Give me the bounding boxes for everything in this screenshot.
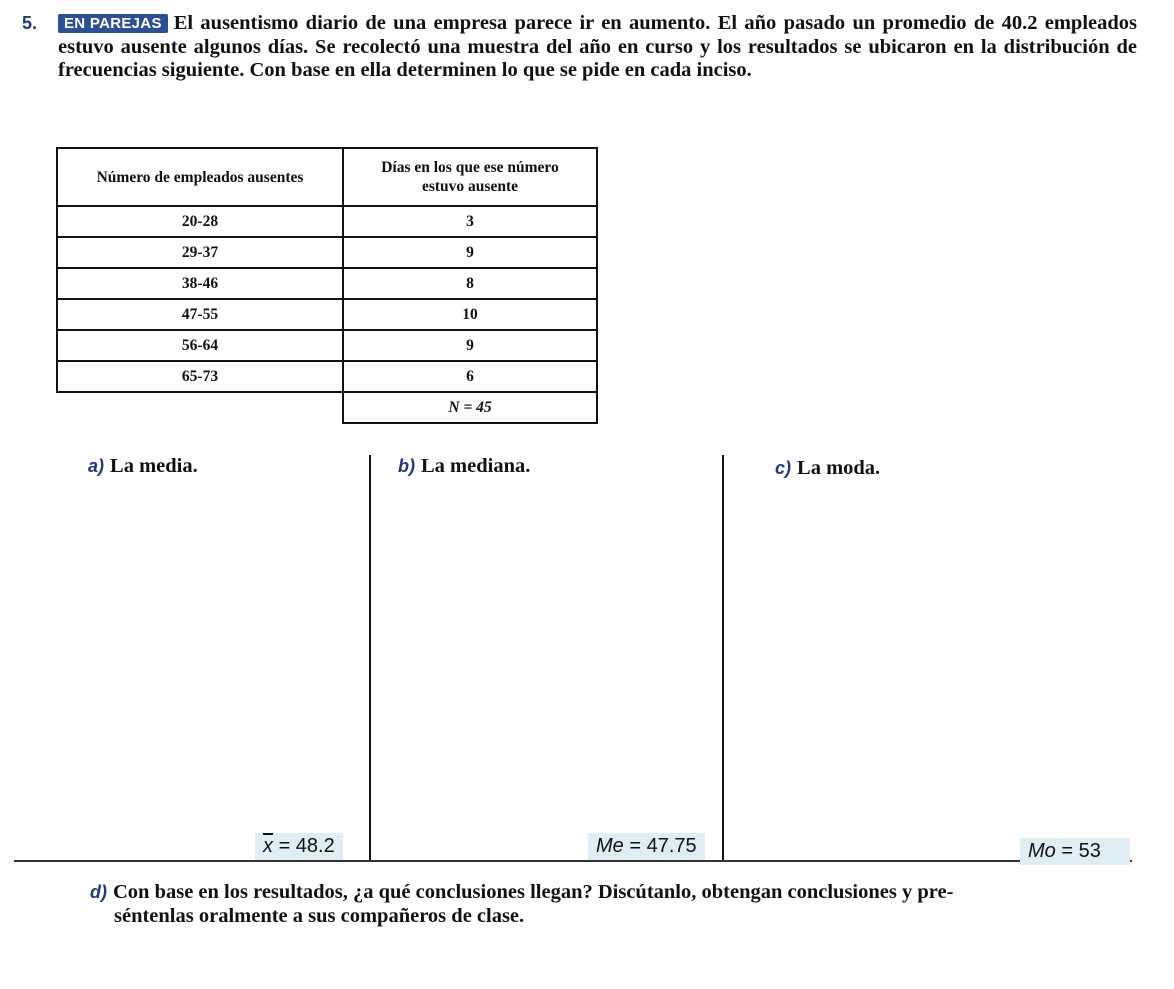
question-b: b) La mediana.	[398, 455, 531, 477]
answer-mean: $\overline{x} = 48.2$	[255, 833, 343, 860]
answer-mode: Mo = 53	[1020, 838, 1130, 865]
intro-text: El ausentismo diario de una empresa parece ir en aumento. El año pasado un promedio de 40.2 empleados estuvo ausente algunos días. Se recolectó una muestra del año en curso y los resultados se ubicaron en la distribución de frecuencias siguiente. Con base en ella determinen lo que se pide en cada inciso.	[58, 12, 1137, 81]
table-total-row	[57, 392, 597, 423]
question-a: a) La media.	[88, 455, 198, 477]
question-c: c) La moda.	[775, 457, 881, 479]
table-row: 47-55 10	[57, 299, 597, 330]
frequency-table	[56, 147, 598, 424]
answer-baseline	[14, 860, 1132, 862]
problem-statement	[22, 12, 1137, 83]
answer-median: Me = 47.75	[588, 833, 705, 860]
problem-number: 5.	[22, 13, 38, 33]
header-days: Días en los que ese número estuvo ausente	[343, 148, 597, 206]
column-divider-1	[369, 455, 371, 860]
problem-intro	[58, 12, 1137, 83]
column-divider-2	[722, 455, 724, 860]
header-employees: Número de empleados ausentes	[57, 148, 343, 206]
question-d: d) Con base en los resultados, ¿a qué conclusiones llegan? Discútanlo, obtengan conclusiones y pre- séntenlas oralmente a sus compañeros de clase.	[90, 881, 954, 927]
pairs-badge: EN PAREJAS	[58, 14, 168, 33]
table-row: 56-64 9	[57, 330, 597, 361]
table-row: 20-28 3	[57, 206, 597, 237]
table-row: 65-73 6	[57, 361, 597, 392]
table-row: 38-46 8	[57, 268, 597, 299]
total-n: N = 45	[343, 392, 597, 423]
table-row: 29-37 9	[57, 237, 597, 268]
